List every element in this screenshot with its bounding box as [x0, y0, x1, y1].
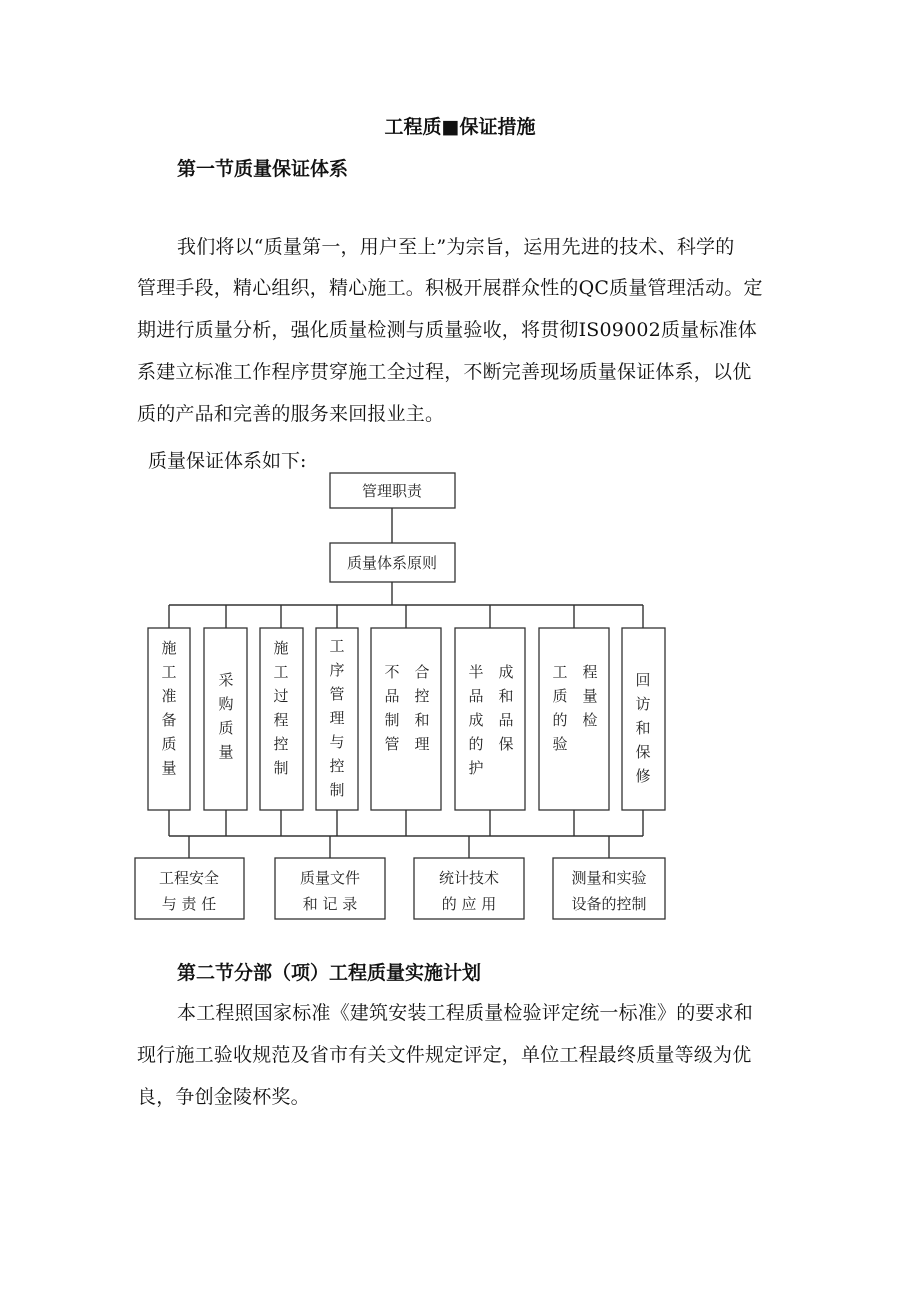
- mid-box-5-char: 和: [414, 711, 430, 729]
- mid-box-7-char: 检: [582, 711, 598, 729]
- bottom-box-2-line-1: 质量文件: [299, 869, 361, 887]
- mid-box-6-char: 成: [498, 663, 514, 681]
- section1-heading: 第一节质量保证体系: [177, 158, 349, 180]
- second-box-label: 质量体系原则: [346, 554, 438, 572]
- bottom-box-2-line-2: 和 记 录: [302, 895, 358, 913]
- mid-box-4-char: 管: [329, 685, 345, 703]
- mid-box-7-char: 工: [552, 663, 568, 681]
- mid-box-4-char: 控: [329, 757, 345, 775]
- section2-heading: 第二节分部（项）工程质量实施计划: [177, 962, 482, 984]
- mid-box-2-char: 购: [218, 695, 234, 713]
- mid-box-5: [371, 628, 441, 810]
- mid-box-8-char: 回: [635, 671, 651, 689]
- mid-box-5-char: 合: [414, 663, 430, 681]
- mid-box-6-char: 的: [468, 735, 484, 753]
- mid-box-7-char: 质: [552, 687, 568, 705]
- mid-box-3-char: 过: [273, 687, 289, 705]
- mid-box-1-char: 准: [161, 687, 177, 705]
- mid-box-2-char: 采: [218, 671, 234, 689]
- mid-box-8-char: 保: [635, 743, 651, 761]
- para1-line-2: 管理手段，精心组织，精心施工。积极开展群众性的QC质量管理活动。定: [137, 277, 763, 299]
- document-title: 工程质■保证措施: [384, 116, 536, 138]
- mid-box-1-char: 量: [161, 759, 177, 777]
- mid-box-7: [539, 628, 609, 810]
- bottom-box-3-line-1: 统计技术: [438, 869, 500, 887]
- mid-box-3-char: 控: [273, 735, 289, 753]
- mid-box-1-char: 施: [161, 639, 177, 657]
- mid-box-4-char: 制: [329, 781, 345, 799]
- mid-box-4-char: 与: [329, 733, 345, 751]
- mid-box-8-char: 和: [635, 719, 651, 737]
- mid-box-3-char: 制: [273, 759, 289, 777]
- mid-box-6-char: 半: [468, 663, 484, 681]
- mid-box-6-char: 品: [498, 711, 514, 729]
- mid-box-7-char: 程: [582, 663, 598, 681]
- para1-line-1: 我们将以“质量第一，用户至上”为宗旨，运用先进的技术、科学的: [177, 236, 735, 258]
- diagram-caption: 质量保证体系如下:: [148, 450, 307, 472]
- mid-box-3-char: 工: [273, 663, 289, 681]
- mid-box-5-char: 制: [384, 711, 400, 729]
- bottom-box-4-line-2: 设备的控制: [571, 895, 647, 913]
- mid-box-7-char: 量: [582, 687, 598, 705]
- bottom-box-1-line-1: 工程安全: [158, 869, 220, 887]
- mid-box-1-char: 质: [161, 735, 177, 753]
- bottom-box-1-line-2: 与 责 任: [161, 895, 217, 913]
- mid-box-5-char: 不: [384, 663, 400, 681]
- mid-box-4-char: 序: [329, 661, 345, 679]
- bottom-box-3-line-2: 的 应 用: [441, 895, 497, 913]
- para2-line-1: 本工程照国家标准《建筑安装工程质量检验评定统一标准》的要求和: [177, 1002, 754, 1024]
- mid-box-6-char: 成: [468, 711, 484, 729]
- mid-box-1-char: 备: [161, 711, 177, 729]
- bottom-box-4-line-1: 测量和实验: [571, 869, 647, 887]
- mid-box-2-char: 质: [218, 719, 234, 737]
- para1-line-4: 系建立标准工作程序贯穿施工全过程，不断完善现场质量保证体系，以优: [137, 361, 752, 383]
- mid-box-6-char: 和: [498, 687, 514, 705]
- second-box-quality-system-principles: [330, 543, 455, 582]
- para2-line-2: 现行施工验收规范及省市有关文件规定评定，单位工程最终质量等级为优: [137, 1044, 752, 1066]
- bottom-row-boxes: [135, 858, 665, 919]
- para1-line-5: 质的产品和完善的服务来回报业主。: [137, 403, 445, 425]
- mid-box-7-char: 的: [552, 711, 568, 729]
- top-box-management-responsibility: [330, 473, 455, 508]
- mid-box-5-char: 控: [414, 687, 430, 705]
- para1-line-3: 期进行质量分析，强化质量检测与质量验收，将贯彻IS09002质量标准体: [137, 319, 757, 341]
- mid-box-3-char: 施: [273, 639, 289, 657]
- mid-box-1-char: 工: [161, 663, 177, 681]
- mid-box-5-char: 管: [384, 735, 400, 753]
- mid-box-8-char: 修: [635, 767, 651, 785]
- mid-box-7-char: 验: [552, 735, 568, 753]
- mid-box-6-char: 保: [498, 735, 514, 753]
- mid-box-8-char: 访: [635, 695, 651, 713]
- top-box-label: 管理职责: [361, 482, 423, 500]
- mid-box-4-char: 工: [329, 637, 345, 655]
- para2-line-3: 良，争创金陵杯奖。: [137, 1086, 310, 1108]
- mid-box-2-char: 量: [218, 743, 234, 761]
- mid-box-5-char: 理: [414, 735, 430, 753]
- mid-box-3-char: 程: [273, 711, 289, 729]
- mid-box-6-char: 护: [468, 759, 484, 777]
- mid-box-4-char: 理: [329, 709, 345, 727]
- mid-box-6-char: 品: [468, 687, 484, 705]
- mid-box-5-char: 品: [384, 687, 400, 705]
- mid-box-6: [455, 628, 525, 810]
